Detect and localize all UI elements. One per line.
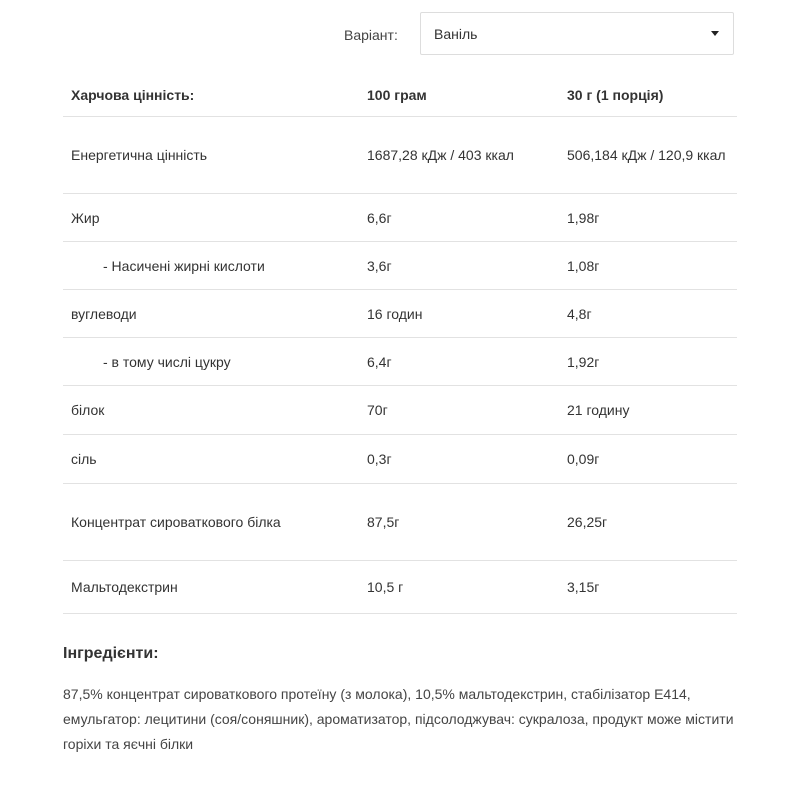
header-per-100g: 100 грам xyxy=(359,74,559,117)
row-per-100g: 6,6г xyxy=(359,194,559,242)
chevron-down-icon xyxy=(711,31,719,36)
variant-selected-value: Ваніль xyxy=(434,25,478,42)
ingredients-title: Інгредієнти: xyxy=(63,645,159,662)
row-per-100g: 0,3г xyxy=(359,435,559,484)
variant-row xyxy=(344,12,420,57)
row-per-100g: 87,5г xyxy=(359,484,559,561)
header-per-serving: 30 г (1 порція) xyxy=(559,74,737,117)
table-row xyxy=(63,561,737,614)
table-row xyxy=(63,290,737,338)
table-row xyxy=(63,194,737,242)
row-per-100g: 1687,28 кДж / 403 ккал xyxy=(359,117,559,194)
variant-label: Варіант: xyxy=(344,26,398,43)
row-per-100g: 10,5 г xyxy=(359,561,559,614)
row-per-serving: 506,184 кДж / 120,9 ккал xyxy=(559,117,737,194)
header-nutrition: Харчова цінність: xyxy=(63,74,359,117)
row-name: Мальтодекстрин xyxy=(63,561,359,614)
row-per-100g: 70г xyxy=(359,386,559,435)
nutrition-header-row xyxy=(63,74,737,117)
table-row xyxy=(63,338,737,386)
row-per-serving: 21 годину xyxy=(559,386,737,435)
row-per-100g: 6,4г xyxy=(359,338,559,386)
table-row xyxy=(63,117,737,194)
row-per-100g: 3,6г xyxy=(359,242,559,290)
row-per-serving: 1,08г xyxy=(559,242,737,290)
row-name: Концентрат сироваткового білка xyxy=(63,484,359,561)
table-row xyxy=(63,386,737,435)
ingredients-text: 87,5% концентрат сироваткового протеїну (з молока), 10,5% мальтодекстрин, стабілізатор E414, емульгатор: лецитини (соя/соняшник), ароматизатор, підсолоджувач: сукралоза, продукт може містити горіхи та яєчні білки xyxy=(63,686,734,752)
row-name: - Насичені жирні кислоти xyxy=(63,242,359,290)
row-name: сіль xyxy=(63,435,359,484)
row-per-serving: 3,15г xyxy=(559,561,737,614)
row-name: білок xyxy=(63,386,359,435)
row-per-serving: 0,09г xyxy=(559,435,737,484)
row-name: Жир xyxy=(63,194,359,242)
row-name: - в тому числі цукру xyxy=(63,338,359,386)
row-per-serving: 4,8г xyxy=(559,290,737,338)
row-name: вуглеводи xyxy=(63,290,359,338)
nutrition-table xyxy=(63,74,737,614)
table-row xyxy=(63,242,737,290)
row-name: Енергетична цінність xyxy=(63,117,359,194)
table-row xyxy=(63,484,737,561)
row-per-serving: 1,98г xyxy=(559,194,737,242)
row-per-100g: 16 годин xyxy=(359,290,559,338)
row-per-serving: 26,25г xyxy=(559,484,737,561)
row-per-serving: 1,92г xyxy=(559,338,737,386)
variant-select[interactable] xyxy=(420,12,734,55)
table-row xyxy=(63,435,737,484)
